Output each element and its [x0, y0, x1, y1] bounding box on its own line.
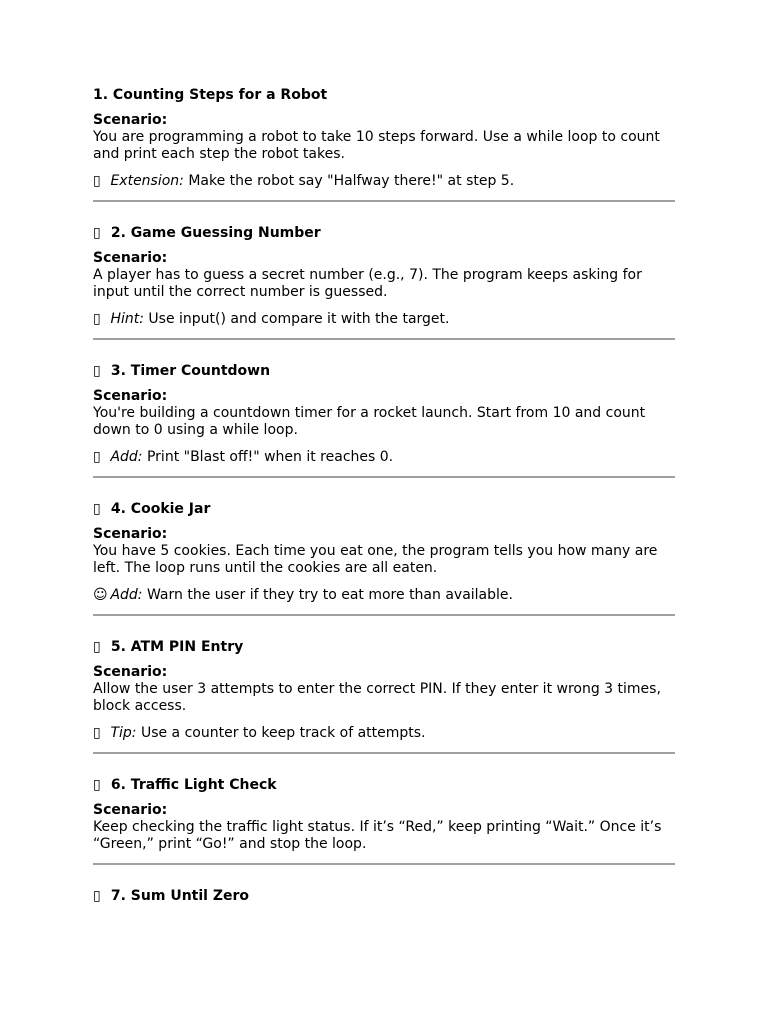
placeholder-glyph-icon: ▯	[93, 363, 101, 379]
note-label: Hint:	[110, 311, 144, 327]
note-text: Use input() and compare it with the target.	[143, 311, 450, 327]
note-label: Extension:	[110, 173, 184, 189]
placeholder-glyph-icon: ▯	[93, 888, 101, 904]
section-5	[93, 638, 675, 754]
section-2	[93, 224, 675, 340]
scenario-text: Keep checking the traffic light status. If it’s “Red,” keep printing “Wait.” Once it’s “Green,” print “Go!” and stop the loop.	[93, 819, 662, 852]
section-note	[93, 587, 675, 604]
note-label: Add:	[110, 449, 143, 465]
section-heading	[93, 224, 675, 242]
section-title: 7. Sum Until Zero	[106, 888, 249, 904]
scenario-label: Scenario:	[93, 388, 168, 404]
placeholder-glyph-icon: ▯	[93, 777, 101, 793]
section-note	[93, 449, 675, 466]
document-body	[93, 86, 675, 905]
note-text: Use a counter to keep track of attempts.	[136, 725, 426, 741]
section-7	[93, 887, 675, 905]
scenario-label: Scenario:	[93, 112, 168, 128]
note-text: Warn the user if they try to eat more than available.	[142, 587, 513, 603]
section-6	[93, 776, 675, 865]
section-heading	[93, 776, 675, 794]
section-note	[93, 311, 675, 328]
placeholder-glyph-icon: ▯	[93, 501, 101, 517]
scenario-label: Scenario:	[93, 526, 168, 542]
section-heading	[93, 362, 675, 380]
section-title: 5. ATM PIN Entry	[106, 639, 244, 655]
section-heading	[93, 887, 675, 905]
section-title: 1. Counting Steps for a Robot	[93, 87, 328, 103]
note-text: Make the robot say "Halfway there!" at step 5.	[183, 173, 515, 189]
scenario-text: You're building a countdown timer for a rocket launch. Start from 10 and count down to 0 using a while loop.	[93, 405, 646, 438]
scenario-label: Scenario:	[93, 802, 168, 818]
section-3	[93, 362, 675, 478]
section-title: 2. Game Guessing Number	[106, 225, 321, 241]
scenario-text: You have 5 cookies. Each time you eat one, the program tells you how many are left. The loop runs until the cookies are all eaten.	[93, 543, 658, 576]
section-title: 6. Traffic Light Check	[106, 777, 277, 793]
scenario-text: You are programming a robot to take 10 steps forward. Use a while loop to count and print each step the robot takes.	[93, 129, 660, 162]
section-title: 4. Cookie Jar	[106, 501, 211, 517]
note-text: Print "Blast off!" when it reaches 0.	[142, 449, 394, 465]
section-1	[93, 86, 675, 202]
note-label: Add:	[110, 587, 143, 603]
scenario-label: Scenario:	[93, 250, 168, 266]
placeholder-glyph-icon: ▯	[93, 725, 101, 741]
placeholder-glyph-icon: ▯	[93, 449, 101, 465]
section-heading	[93, 86, 675, 104]
section-note	[93, 725, 675, 742]
placeholder-glyph-icon: ▯	[93, 225, 101, 241]
placeholder-glyph-icon: ▯	[93, 311, 101, 327]
section-title: 3. Timer Countdown	[106, 363, 271, 379]
section-4	[93, 500, 675, 616]
scenario-text: A player has to guess a secret number (e.g., 7). The program keeps asking for input until the correct number is guessed.	[93, 267, 642, 300]
section-note	[93, 173, 675, 190]
scenario-label: Scenario:	[93, 664, 168, 680]
placeholder-glyph-icon: ▯	[93, 639, 101, 655]
section-heading	[93, 500, 675, 518]
smiley-icon: ☺	[93, 587, 108, 603]
note-label: Tip:	[110, 725, 137, 741]
placeholder-glyph-icon: ▯	[93, 173, 101, 189]
scenario-text: Allow the user 3 attempts to enter the correct PIN. If they enter it wrong 3 times, block access.	[93, 681, 661, 714]
section-heading	[93, 638, 675, 656]
